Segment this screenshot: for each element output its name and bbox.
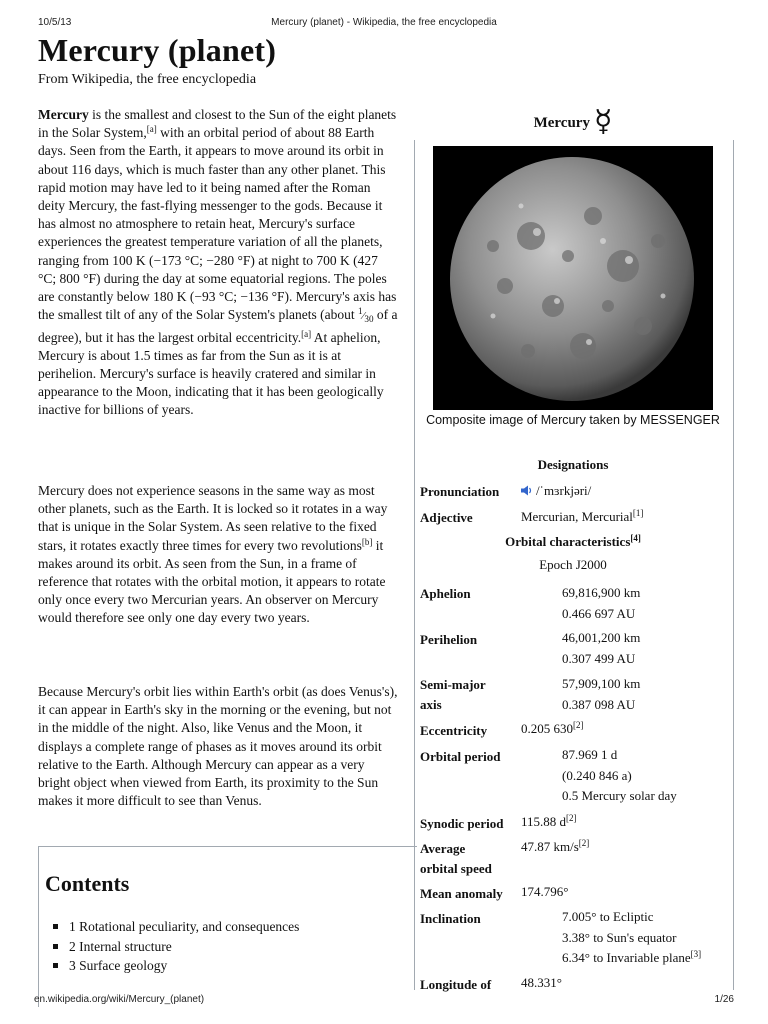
aphelion-label: Aphelion	[420, 586, 471, 601]
designations-heading: Designations	[537, 457, 609, 472]
print-url: en.wikipedia.org/wiki/Mercury_(planet)	[34, 994, 205, 1005]
perihelion-value	[562, 628, 640, 669]
orbital-period-days: 87.969 1 d	[562, 747, 618, 762]
mean-anomaly-value: 174.796°	[521, 884, 569, 899]
synodic-period-value	[521, 812, 577, 833]
semimajor-label-line2: axis	[420, 697, 442, 712]
mercury-symbol-icon: ☿	[593, 105, 613, 138]
paragraph-visibility	[38, 683, 398, 810]
perihelion-au: 0.307 499 AU	[562, 650, 636, 666]
orbital-heading-text: Orbital characteristics	[505, 534, 631, 549]
avg-speed-ref-link[interactable]: [2]	[578, 838, 590, 848]
pronunciation-label: Pronunciation	[420, 484, 500, 499]
semimajor-label-line1: Semi-major	[420, 677, 486, 692]
article-source-line: From Wikipedia, the free encyclopedia	[38, 72, 257, 87]
longitude-value: 48.331°	[521, 975, 562, 990]
eccentricity-label: Eccentricity	[420, 723, 488, 738]
adjective-ref-link[interactable]: [1]	[632, 508, 644, 518]
pronunciation-value	[521, 481, 591, 502]
visibility-text: Because Mercury's orbit lies within Earth's orbit (as does Venus's), it can appear in Earth's sky in the morning or the evening, but not in the middle of the night. Also, like Venus and the Moon, it displays a complete range of phases as it moves around its orbit relative to the Earth. Although Mercury can appear as a very bright object when viewed from Earth, its proximity to the Sun makes it more difficult to see than Venus.	[38, 684, 398, 809]
semimajor-au: 0.387 098 AU	[562, 696, 636, 712]
table-of-contents	[38, 846, 417, 1007]
intro-text-1: is the smallest and closest to the Sun of the eight planets in the Solar System,	[38, 107, 397, 141]
longitude-label: Longitude of	[420, 977, 492, 992]
contents-heading: Contents	[45, 871, 130, 896]
orbital-period-label: Orbital period	[420, 749, 501, 764]
orbital-period-years: (0.240 846 a)	[562, 767, 632, 783]
aphelion-au: 0.466 697 AU	[562, 605, 636, 621]
perihelion-km: 46,001,200 km	[562, 630, 641, 645]
inclination-ecliptic: 7.005° to Ecliptic	[562, 909, 654, 924]
footnote-link-a-2[interactable]: [a]	[301, 328, 312, 339]
eccentricity-text: 0.205 630	[521, 721, 573, 736]
intro-text-3: of a degree), but it has the largest orbital eccentricity.	[38, 307, 398, 345]
semimajor-km: 57,909,100 km	[562, 676, 641, 691]
speaker-icon[interactable]	[521, 485, 533, 496]
intro-text-2: with an orbital period of about 88 Earth days. Seen from the Earth, it appears to move around its orbit in about 116 days, which is much faster than any other planet. This rapid motion may have led to it being named after the Roman deity Mercury, the fast-flying messenger to the gods. Because it has almost no atmosphere to retain heat, Mercury's surface experiences the greatest temperature variation of all the planets, ranging from 100 K (−173 °C; −280 °F) at night to 700 K (427 °C; 800 °F) during the day at some equatorial regions. The poles are constantly below 180 K (−93 °C; −136 °F). Mercury's axis has the smallest tilt of any of the Solar System's planets (about	[38, 125, 397, 323]
contents-list	[49, 917, 299, 976]
inclination-label: Inclination	[420, 911, 481, 926]
mercury-planet-graphic	[433, 146, 713, 410]
inclination-invariable-text: 6.34° to Invariable plane	[562, 950, 691, 965]
fraction-denominator: 30	[364, 314, 374, 325]
fraction-one-thirtieth: $^1⁄_{30}$	[358, 306, 374, 325]
avg-speed-text: 47.87 km/s	[521, 839, 579, 854]
ipa-text[interactable]: /ˈmɜrkjəri/	[536, 483, 592, 498]
inclination-value	[562, 907, 701, 969]
print-date: 10/5/13	[38, 17, 72, 28]
mercury-planet-image[interactable]	[433, 146, 713, 410]
adjective-label: Adjective	[420, 510, 473, 525]
paragraph-intro	[38, 106, 398, 420]
intro-text-4: At aphelion, Mercury is about 1.5 times as far from the Sun as it is at perihelion. Mercury's surface is heavily cratered and similar in appearance to the Moon, indicating that it has been geologically inactive for billions of years.	[38, 329, 384, 418]
footnote-link-b[interactable]: [b]	[361, 536, 373, 547]
perihelion-label: Perihelion	[420, 632, 478, 647]
orbital-period-solar-days: 0.5 Mercury solar day	[562, 788, 677, 803]
contents-item[interactable]: 3 Surface geology	[49, 956, 299, 976]
print-title: Mercury (planet) - Wikipedia, the free encyclopedia	[271, 17, 497, 28]
avg-speed-label-line2: orbital speed	[420, 861, 492, 876]
page-title: Mercury (planet)	[38, 32, 277, 68]
semimajor-axis-value	[562, 674, 640, 715]
infobox-title-text: Mercury	[533, 115, 590, 131]
inclination-sun-equator: 3.38° to Sun's equator	[562, 929, 677, 945]
paragraph-rotation	[38, 482, 398, 628]
contents-item[interactable]: 2 Internal structure	[49, 937, 299, 957]
inclination-ref-link[interactable]: [3]	[690, 949, 702, 959]
rotation-text-1: Mercury does not experience seasons in the same way as most other planets, such as the Earth. It is locked so it rotates in a way that is unique in the Solar System. As seen relative to the fixed stars, it rotates exactly three times for every two revolutions	[38, 483, 388, 553]
image-caption: Composite image of Mercury taken by MESSENGER	[426, 413, 720, 427]
fraction-numerator: 1	[358, 306, 363, 317]
adjective-value	[521, 507, 643, 528]
eccentricity-value	[521, 719, 584, 740]
article-subject-bold: Mercury	[38, 107, 89, 122]
eccentricity-ref-link[interactable]: [2]	[573, 720, 584, 730]
epoch: Epoch J2000	[539, 557, 607, 572]
print-page-number: 1/26	[714, 994, 734, 1005]
orbital-characteristics-heading	[414, 534, 732, 550]
orbital-ref-link[interactable]: [4]	[630, 533, 641, 543]
rotation-text-2: it makes around its orbit. As seen from the Sun, in a frame of reference that rotates with the orbital motion, it appears to rotate only once every two Mercurian years. An observer on Mercury would therefore see only one day every two years.	[38, 537, 386, 626]
adjective-text: Mercurian, Mercurial	[521, 509, 633, 524]
orbital-period-value	[562, 745, 677, 807]
aphelion-value	[562, 583, 640, 624]
mean-anomaly-label: Mean anomaly	[420, 886, 503, 901]
contents-item[interactable]: 1 Rotational peculiarity, and consequences	[49, 917, 299, 937]
average-orbital-speed-label	[420, 839, 492, 879]
semimajor-axis-label	[420, 675, 486, 715]
synodic-text: 115.88 d	[521, 814, 567, 829]
aphelion-km: 69,816,900 km	[562, 585, 641, 600]
infobox-title	[414, 104, 732, 139]
inclination-invariable	[562, 948, 701, 969]
avg-speed-label-line1: Average	[420, 841, 466, 856]
footnote-link-a[interactable]: [a]	[146, 124, 157, 135]
synodic-period-label: Synodic period	[420, 816, 504, 831]
synodic-ref-link[interactable]: [2]	[566, 813, 577, 823]
average-orbital-speed-value	[521, 837, 589, 858]
